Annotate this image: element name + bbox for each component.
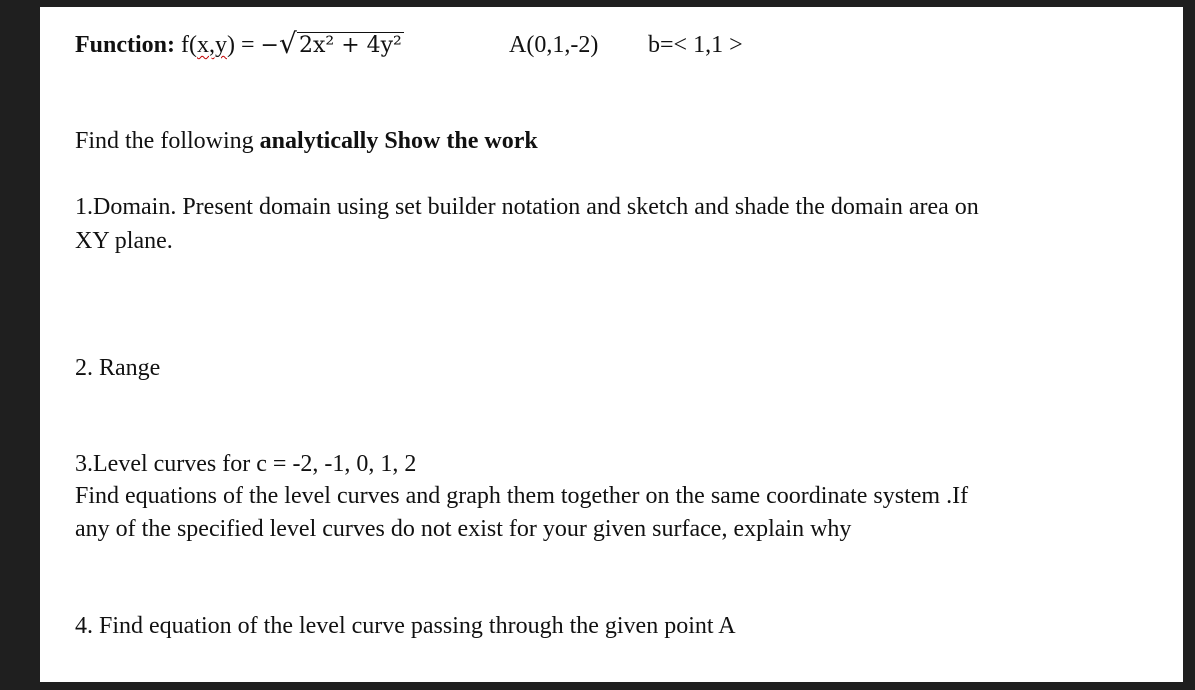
intro-bold: analytically Show the work	[259, 128, 538, 154]
q2-line: 2. Range	[75, 355, 161, 381]
q3-line3: any of the specified level curves do not exist for your given surface, explain why	[75, 516, 852, 542]
q1-line2: XY plane.	[75, 228, 173, 254]
point-a: A(0,1,-2)	[509, 32, 599, 58]
radicand: 2x² + 4y²	[298, 33, 402, 58]
function-label: Function:	[75, 32, 176, 58]
q3-line2: Find equations of the level curves and graph them together on the same coordinate system .If	[75, 483, 969, 509]
intro-normal: Find the following	[75, 128, 260, 154]
vector-b: b=< 1,1 >	[648, 32, 743, 58]
document-page	[40, 7, 1183, 682]
q4-line: 4. Find equation of the level curve passing through the given point A	[75, 613, 736, 639]
function-name: f(x,y)	[181, 32, 235, 58]
function-line	[75, 29, 404, 62]
function-args: x,y	[197, 32, 227, 58]
square-root: √ 2x² + 4y²	[278, 27, 402, 60]
equals-sign: =	[241, 32, 255, 58]
q1-line1: 1.Domain. Present domain using set builder notation and sketch and shade the domain area on	[75, 194, 979, 220]
q3-line1: 3.Level curves for c = -2, -1, 0, 1, 2	[75, 451, 417, 477]
intro-line	[75, 125, 538, 157]
minus-sign: −	[260, 33, 279, 58]
